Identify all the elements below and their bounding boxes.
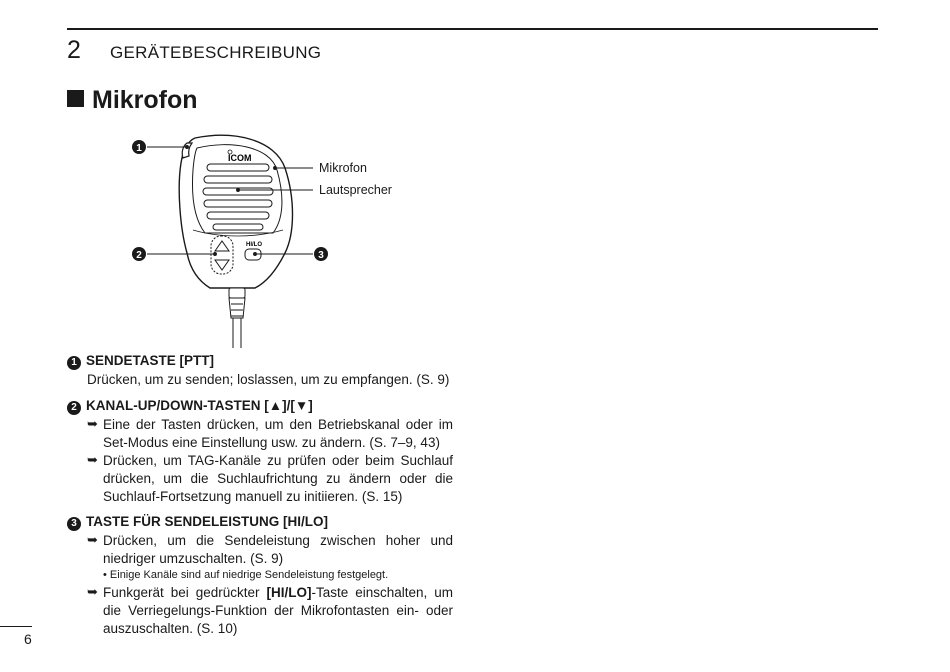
item-3-heading: 3 TASTE FÜR SENDELEISTUNG [HI/LO] (67, 513, 328, 531)
item-1-heading: 1 SENDETASTE [PTT] (67, 352, 214, 370)
item-2-heading: 2 KANAL-UP/DOWN-TASTEN [▲]/[▼] (67, 397, 313, 415)
arrow-icon: ➥ (87, 532, 98, 547)
marker-2 (132, 247, 146, 261)
svg-text:3: 3 (318, 250, 324, 261)
square-bullet-icon (67, 90, 84, 107)
number-2-icon: 2 (67, 401, 81, 415)
item-3-note: • Einige Kanäle sind auf niedrige Sendeleistung festgelegt. (103, 569, 389, 581)
item-2-bullet-1: Eine der Tasten drücken, um den Betriebskanal oder im Set-Modus eine Einstellung usw. zu ändern. (S. 7–9, 43) (103, 417, 453, 450)
arrow-icon: ➥ (87, 416, 98, 431)
item-3-bullet-1: Drücken, um die Sendeleistung zwischen hoher und niedriger umzuschalten. (S. 9) (103, 533, 453, 566)
marker-3 (314, 247, 328, 261)
arrow-icon: ➥ (87, 584, 98, 599)
chapter-number: 2 (67, 36, 81, 64)
cable (229, 288, 245, 348)
arrow-icon: ➥ (87, 452, 98, 467)
chapter-title: GERÄTEBESCHREIBUNG (110, 43, 322, 62)
number-3-icon: 3 (67, 517, 81, 531)
callout-mikrofon: Mikrofon (319, 161, 367, 175)
section-title-text: Mikrofon (92, 86, 198, 114)
callout-lautsprecher: Lautsprecher (319, 183, 392, 197)
brand-logo: ICOM (228, 153, 252, 163)
svg-text:2: 2 (136, 250, 142, 261)
item-2-bullet-2: Drücken, um TAG-Kanäle zu prüfen oder beim Suchlauf drücken, um die Suchlaufrichtung zu ändern oder die Suchlauf-Fortsetzung manuell zu initiieren. (S. 15) (103, 453, 453, 504)
item-3-bullet-2: Funkgerät bei gedrückter [HI/LO]-Taste einschalten, um die Verriegelungs-Funktion der Mikrofontasten ein- oder auszuschalten. (S. 10) (103, 585, 453, 636)
bottom-rule (0, 626, 32, 627)
top-rule (67, 28, 878, 30)
number-1-icon: 1 (67, 356, 81, 370)
svg-text:1: 1 (136, 143, 142, 154)
page-number: 6 (24, 631, 32, 647)
marker-1 (132, 140, 146, 154)
section-title (67, 86, 198, 115)
item-1-body: Drücken, um zu senden; loslassen, um zu empfangen. (S. 9) (87, 372, 450, 387)
hilo-label: HI/LO (246, 242, 262, 248)
microphone-illustration (125, 128, 335, 348)
